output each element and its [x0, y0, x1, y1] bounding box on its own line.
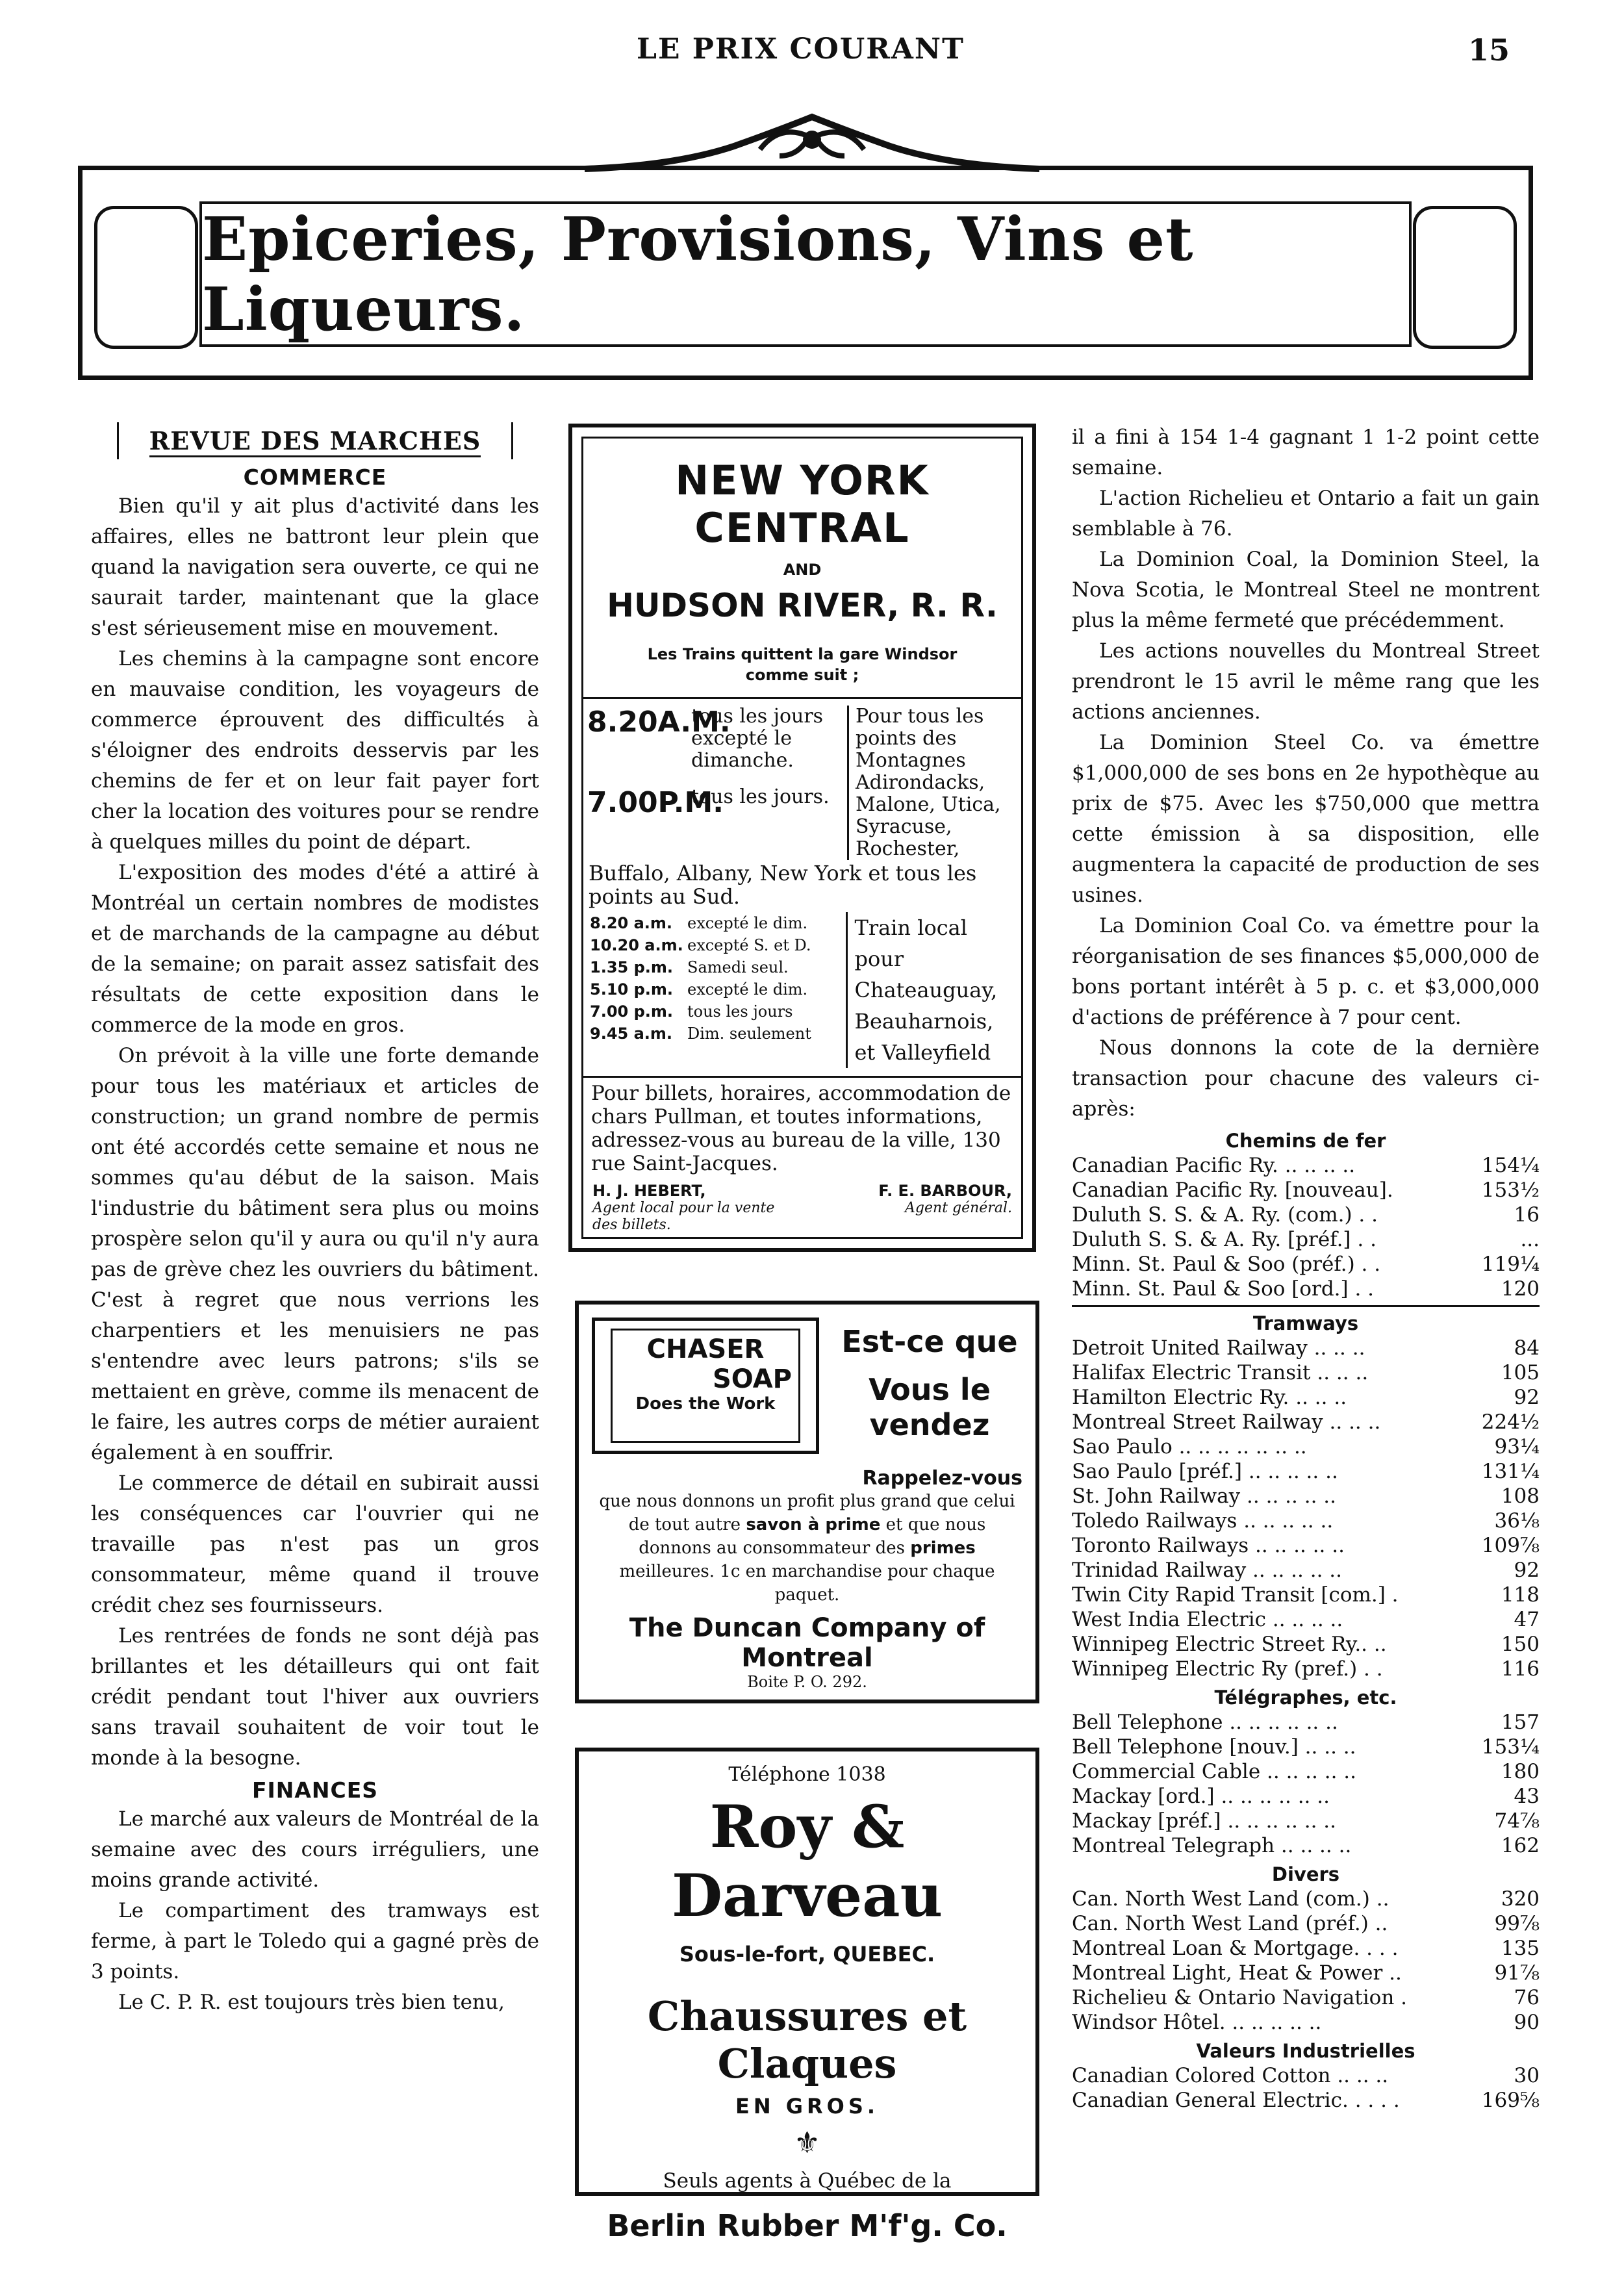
- security-price: 320: [1501, 1887, 1540, 1911]
- agent2-role: Agent général.: [905, 1200, 1012, 1216]
- security-price: 74⅞: [1494, 1809, 1540, 1833]
- paragraph: Les chemins à la campagne sont encore en mauvaise condition, les voyageurs de commerce éprouvent des difficultés à s'éloigner des endroits desservis par les chemins de fer et on leur fait payer fort cher la location des voitures pour se rendre à quelques milles du point de départ.: [91, 647, 539, 854]
- security-name: Windsor Hôtel. .. .. .. .. ..: [1072, 2011, 1322, 2034]
- quote-table: [1072, 1887, 1540, 2035]
- paragraph: Le compartiment des tramways est ferme, à part le Toledo qui a gagné près de 3 points.: [91, 1899, 539, 1983]
- local-note: tous les jours: [687, 1002, 793, 1021]
- table-row: [1072, 2088, 1540, 2113]
- table-row: [1072, 1484, 1540, 1509]
- security-name: Duluth S. S. & A. Ry. (com.) . .: [1072, 1203, 1378, 1227]
- security-price: 162: [1501, 1834, 1540, 1857]
- destinations-2: Buffalo, Albany, New York et tous les points au Sud.: [589, 861, 977, 909]
- agent2-name: F. E. BARBOUR,: [878, 1182, 1012, 1200]
- quote-table: [1072, 1336, 1540, 1681]
- chaser-text: primes: [910, 1538, 976, 1558]
- table-row: [1072, 1385, 1540, 1410]
- local-time: 9.45 a.m.: [590, 1025, 673, 1043]
- table-row: [1072, 1533, 1540, 1558]
- banner-frame: [199, 201, 1412, 347]
- table-row: [1072, 1985, 1540, 2010]
- local-time: 8.20 a.m.: [590, 914, 673, 932]
- security-price: 131¼: [1481, 1460, 1540, 1483]
- agent1-name: H. J. HEBERT,: [592, 1182, 706, 1200]
- security-name: Hamilton Electric Ry. .. .. ..: [1072, 1386, 1347, 1409]
- paragraph: Nous donnons la cote de la dernière transaction pour chacune des valeurs ci-après:: [1072, 1036, 1540, 1121]
- agent1-role: Agent local pour la vente des billets.: [592, 1200, 775, 1233]
- quote-group-heading: Tramways: [1252, 1312, 1359, 1334]
- security-name: Toledo Railways .. .. .. .. ..: [1072, 1509, 1334, 1533]
- security-name: Richelieu & Ontario Navigation .: [1072, 1986, 1408, 2009]
- finances-heading: FINANCES: [251, 1777, 379, 1803]
- fleur-de-lis-icon: ⚜: [793, 2125, 821, 2160]
- security-price: 47: [1514, 1608, 1540, 1631]
- paragraph: Les rentrées de fonds ne sont déjà pas brillantes et les détailleurs qui ont fait crédit pendant tout l'hiver aux ouvriers sans travail souhaitent de voir tout le monde à la besogne.: [91, 1624, 539, 1770]
- security-name: Montreal Loan & Mortgage. . . .: [1072, 1937, 1399, 1960]
- security-price: 119¼: [1481, 1253, 1540, 1276]
- security-name: Canadian Pacific Ry. .. .. .. ..: [1072, 1154, 1356, 1177]
- security-name: Montreal Telegraph .. .. .. ..: [1072, 1834, 1352, 1857]
- soap-box-line: SOAP: [712, 1364, 792, 1394]
- security-name: Toronto Railways .. .. .. .. ..: [1072, 1534, 1345, 1557]
- paragraph: La Dominion Coal, la Dominion Steel, la Nova Scotia, le Montreal Steel ne montrent plus la même fermeté que précédemment.: [1072, 548, 1540, 632]
- security-name: Detroit United Railway .. .. ..: [1072, 1336, 1365, 1360]
- security-price: 169⅝: [1481, 2089, 1540, 2112]
- table-row: [1072, 1911, 1540, 1936]
- quote-table: [1072, 1710, 1540, 1858]
- table-row: [1072, 1178, 1540, 1203]
- rappelez: Rappelez-vous: [862, 1467, 1022, 1490]
- quote-group-heading: Chemins de fer: [1225, 1130, 1386, 1152]
- table-row: [1072, 1784, 1540, 1809]
- train-time-2: 7.00P.M.: [587, 786, 724, 819]
- security-name: Winnipeg Electric Ry (pref.) . .: [1072, 1657, 1383, 1681]
- table-row: [1072, 1410, 1540, 1434]
- roy-name: Roy & Darveau: [671, 1792, 943, 1930]
- security-price: 91⅞: [1494, 1961, 1540, 1985]
- paragraph: L'exposition des modes d'été a attiré à Montréal un certain nombres de modistes et de marchands de la campagne au début de la semaine; on parait assez satisfait des résultats de cette exposition dans le commerce de la mode en gros.: [91, 861, 539, 1037]
- quote-table: [1072, 1153, 1540, 1301]
- roy-address: Sous-le-fort, QUEBEC.: [679, 1942, 935, 1967]
- paragraph: Les actions nouvelles du Montreal Street prendront le 15 avril le même rang que les actions anciennes.: [1072, 639, 1540, 724]
- security-price: 135: [1501, 1937, 1540, 1960]
- security-price: 154¼: [1481, 1154, 1540, 1177]
- paragraph: Le marché aux valeurs de Montréal de la semaine avec des cours irréguliers, une moins grande activité.: [91, 1807, 539, 1892]
- roy-product: Chaussures et Claques: [647, 1993, 967, 2087]
- security-name: Twin City Rapid Transit [com.] .: [1072, 1583, 1399, 1607]
- security-price: 157: [1501, 1711, 1540, 1734]
- security-name: Bell Telephone .. .. .. .. .. ..: [1072, 1711, 1338, 1734]
- security-name: Can. North West Land (préf.) ..: [1072, 1912, 1388, 1935]
- table-row: [1072, 1583, 1540, 1607]
- ad-chaser-soap: [575, 1301, 1039, 1703]
- table-row: [1072, 1809, 1540, 1833]
- security-price: 153¼: [1481, 1735, 1540, 1759]
- table-row: [1072, 2063, 1540, 2088]
- local-note: excepté le dim.: [687, 914, 808, 932]
- quote-group-heading: Valeurs Industrielles: [1196, 2040, 1415, 2062]
- table-row: [1072, 1833, 1540, 1858]
- table-row: [1072, 1735, 1540, 1759]
- journal-title: LE PRIX COURANT: [637, 32, 965, 66]
- security-price: 109⅞: [1481, 1534, 1540, 1557]
- train-days-1: tous les jours excepté le dimanche.: [691, 705, 824, 772]
- local-time: 7.00 p.m.: [590, 1002, 673, 1021]
- security-name: Trinidad Railway .. .. .. .. ..: [1072, 1559, 1343, 1582]
- paragraph: Le commerce de détail en subirait aussi les conséquences car l'ouvrier qui ne travaille pas n'est pas un gros consommateur, même quand il trouve crédit chez ses fournisseurs.: [91, 1471, 539, 1617]
- table-row: [1072, 1227, 1540, 1252]
- table-row: [1072, 1961, 1540, 1985]
- duncan-box: Boite P. O. 292.: [747, 1673, 867, 1691]
- soap-box-illustration: [592, 1318, 819, 1454]
- local-note: Dim. seulement: [687, 1025, 811, 1043]
- roy-phone: Téléphone 1038: [728, 1763, 886, 1786]
- ad-new-york-central: [568, 424, 1036, 1252]
- local-time: 10.20 a.m.: [590, 936, 683, 954]
- local-time: 5.10 p.m.: [590, 980, 673, 999]
- paragraph: L'action Richelieu et Ontario a fait un gain semblable à 76.: [1072, 487, 1540, 541]
- security-name: Canadian Pacific Ry. [nouveau].: [1072, 1178, 1393, 1202]
- running-head: [0, 26, 1624, 71]
- table-row: [1072, 1759, 1540, 1784]
- security-name: Mackay [préf.] .. .. .. .. .. ..: [1072, 1809, 1337, 1833]
- train-days-2: tous les jours.: [691, 785, 830, 808]
- table-row: [1072, 1153, 1540, 1178]
- table-row: [1072, 1607, 1540, 1632]
- security-name: Sao Paulo [préf.] .. .. .. .. ..: [1072, 1460, 1338, 1483]
- security-name: Canadian Colored Cotton .. .. ..: [1072, 2064, 1389, 2087]
- page-number: 15: [1468, 32, 1510, 68]
- commerce-heading: COMMERCE: [243, 465, 387, 490]
- security-price: 180: [1501, 1760, 1540, 1783]
- ad-roy-darveau: [575, 1748, 1039, 2243]
- security-name: Montreal Light, Heat & Power ..: [1072, 1961, 1402, 1985]
- table-row: [1072, 1558, 1540, 1583]
- chaser-text: meilleures. 1c en marchandise pour chaque paquet.: [619, 1562, 995, 1605]
- quote-group-heading: Divers: [1271, 1863, 1340, 1885]
- security-price: 92: [1514, 1559, 1540, 1582]
- security-name: Minn. St. Paul & Soo (préf.) . .: [1072, 1253, 1381, 1276]
- table-row: [1072, 1710, 1540, 1735]
- nyc-info: Pour billets, horaires, accommodation de chars Pullman, et toutes informations, adressez-vous au bureau de la ville, 130 rue Saint-Jacques.: [591, 1082, 1011, 1175]
- paragraph: On prévoit à la ville une forte demande pour tous les matériaux et articles de construction; un grand nombre de permis ont été accordés cette semaine et nous ne sommes qu'au début de la saison. Mais l'industrie du bâtiment sera plus ou moins prospère selon qu'il y aura ou qu'il n'y aura pas de grève chez les ouvriers du bâtiment. C'est à regret que nous verrions les charpentiers et les menuisiers ne pas s'entendre avec leurs patrons; s'ils se mettaient en grève, comme ils menacent de le faire, les autres corps de métier auraient également à en souffrir.: [91, 1044, 539, 1464]
- security-price: 105: [1501, 1361, 1540, 1384]
- quote-group-heading: Télégraphes, etc.: [1214, 1687, 1397, 1709]
- local-note: excepté S. et D.: [687, 936, 811, 954]
- duncan-company: The Duncan Company of Montreal: [629, 1613, 985, 1673]
- security-name: West India Electric .. .. .. ..: [1072, 1608, 1343, 1631]
- security-name: Duluth S. S. & A. Ry. [préf.] . .: [1072, 1228, 1377, 1251]
- security-price: 93¼: [1494, 1435, 1540, 1458]
- security-name: Winnipeg Electric Street Ry.. ..: [1072, 1633, 1387, 1656]
- soap-box-line: CHASER: [646, 1334, 765, 1364]
- soap-box-line: Does the Work: [635, 1394, 776, 1414]
- security-name: Commercial Cable .. .. .. .. ..: [1072, 1760, 1356, 1783]
- table-row: [1072, 1360, 1540, 1385]
- security-price: 108: [1501, 1484, 1540, 1508]
- table-row: [1072, 1252, 1540, 1277]
- security-name: Canadian General Electric. . . . .: [1072, 2089, 1400, 2112]
- stock-quotes: [1072, 1130, 1540, 2113]
- security-name: Montreal Street Railway .. .. ..: [1072, 1410, 1381, 1434]
- table-row: [1072, 1657, 1540, 1681]
- paragraph: il a fini à 154 1-4 gagnant 1 1-2 point cette semaine.: [1072, 426, 1540, 479]
- security-name: Minn. St. Paul & Soo [ord.] . .: [1072, 1277, 1375, 1301]
- security-price: 76: [1514, 1986, 1540, 2009]
- security-name: St. John Railway .. .. .. .. ..: [1072, 1484, 1336, 1508]
- security-price: 99⅞: [1494, 1912, 1540, 1935]
- nyc-subtitle: Les Trains quittent la gare Windsor comme suit ;: [647, 645, 958, 684]
- security-price: 90: [1514, 2011, 1540, 2034]
- table-row: [1072, 1336, 1540, 1360]
- column-left: [91, 422, 539, 2018]
- chaser-text: et que nous donnons au consommateur des: [639, 1515, 986, 1558]
- table-row: [1072, 1277, 1540, 1301]
- security-price: 118: [1501, 1583, 1540, 1607]
- left-ornament: [94, 206, 198, 349]
- table-row: [1072, 1434, 1540, 1459]
- security-price: 84: [1514, 1336, 1540, 1360]
- security-price: 92: [1514, 1386, 1540, 1409]
- local-train-label: Train local pour Chateauguay, Beauharnois, et Valleyfield: [854, 915, 998, 1065]
- quote-table: [1072, 2063, 1540, 2113]
- question-2: Vous le vendez: [869, 1372, 991, 1442]
- security-price: 120: [1501, 1277, 1540, 1301]
- table-row: [1072, 2010, 1540, 2035]
- section-banner: [78, 166, 1533, 380]
- roy-agents: Seuls agents à Québec de la: [663, 2169, 952, 2193]
- paragraph: La Dominion Steel Co. va émettre $1,000,000 de ses bons en 2e hypothèque au prix de $75. Avec les $750,000 que mettra cette émission à sa disposition, elle augmentera la capacité de production de ses usines.: [1072, 731, 1540, 907]
- roy-brand: Berlin Rubber M'f'g. Co.: [607, 2208, 1008, 2243]
- banner-title: Epiceries, Provisions, Vins et Liqueurs.: [202, 204, 1194, 344]
- table-row: [1072, 1459, 1540, 1484]
- security-name: Mackay [ord.] .. .. .. .. .. ..: [1072, 1785, 1330, 1808]
- crest-ornament: [585, 110, 1039, 172]
- table-row: [1072, 1936, 1540, 1961]
- security-name: Halifax Electric Transit .. .. ..: [1072, 1361, 1369, 1384]
- chaser-text: savon à prime: [746, 1515, 881, 1534]
- security-price: 36⅛: [1494, 1509, 1540, 1533]
- security-name: Can. North West Land (com.) ..: [1072, 1887, 1389, 1911]
- nyc-and: AND: [783, 561, 822, 579]
- local-note: excepté le dim.: [687, 980, 808, 999]
- security-name: Bell Telephone [nouv.] .. .. ..: [1072, 1735, 1356, 1759]
- security-name: Sao Paulo .. .. .. .. .. .. ..: [1072, 1435, 1307, 1458]
- train-time-1: 8.20A.M.: [587, 706, 731, 739]
- right-ornament: [1413, 206, 1517, 349]
- table-row: [1072, 1632, 1540, 1657]
- roy-engros: EN GROS.: [735, 2094, 880, 2119]
- paragraph: La Dominion Coal Co. va émettre pour la réorganisation de ses finances $5,000,000 de bons portant intérêt à 5 p. c. et $3,000,000 d'actions de préférence à 7 pour cent.: [1072, 914, 1540, 1029]
- local-time: 1.35 p.m.: [590, 958, 673, 976]
- security-price: 30: [1514, 2064, 1540, 2087]
- security-price: 150: [1501, 1633, 1540, 1656]
- nyc-title: NEW YORK CENTRAL: [675, 457, 930, 552]
- security-price: 16: [1514, 1203, 1540, 1227]
- destinations: Pour tous les points des Montagnes Adirondacks, Malone, Utica, Syracuse, Rochester,: [847, 706, 1017, 860]
- hudson-title: HUDSON RIVER, R. R.: [607, 587, 998, 624]
- chaser-text: que nous donnons un profit plus grand que celui de tout autre: [599, 1492, 1015, 1534]
- table-row: [1072, 1509, 1540, 1533]
- local-note: Samedi seul.: [687, 958, 789, 976]
- security-price: 116: [1501, 1657, 1540, 1681]
- security-price: 153½: [1481, 1178, 1540, 1202]
- table-row: [1072, 1203, 1540, 1227]
- question-1: Est-ce que: [841, 1324, 1018, 1359]
- security-price: 43: [1514, 1785, 1540, 1808]
- column-right: [1072, 422, 1540, 2113]
- paragraph: Bien qu'il y ait plus d'activité dans les affaires, elles ne battront leur plein que quand la navigation sera ouverte, ce qui ne saurait tarder, maintenant que la glace s'est sérieusement mise en mouvement.: [91, 494, 539, 640]
- revue-heading: REVUE DES MARCHES: [117, 422, 513, 459]
- security-price: ...: [1520, 1228, 1540, 1251]
- table-row: [1072, 1887, 1540, 1911]
- paragraph: Le C. P. R. est toujours très bien tenu,: [118, 1991, 505, 2014]
- security-price: 224½: [1481, 1410, 1540, 1434]
